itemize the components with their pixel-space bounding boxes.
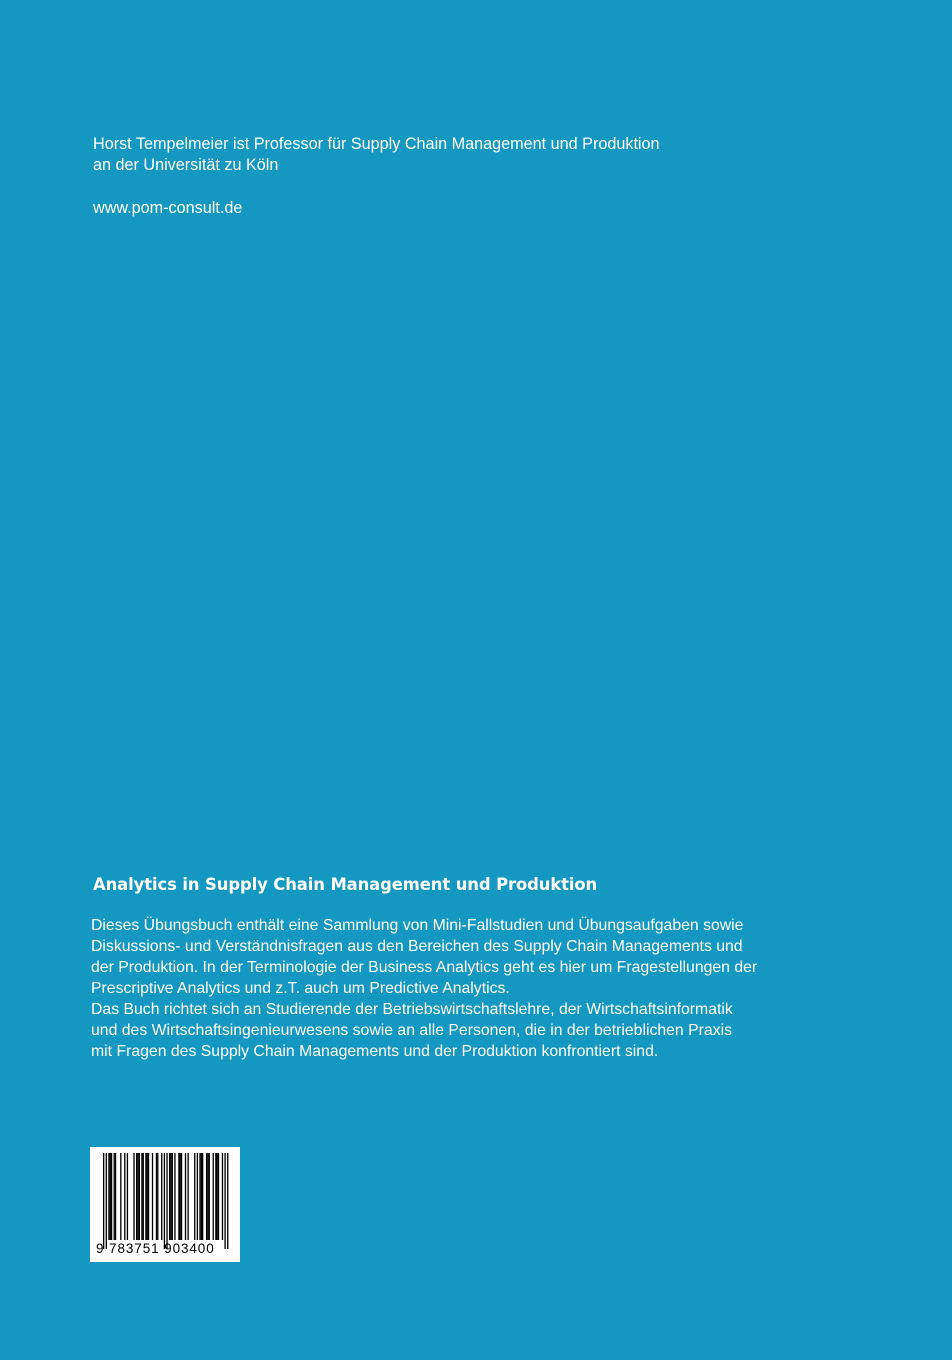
barcode-bar [222,1153,223,1240]
barcode-bar [136,1153,137,1240]
barcode-bar [217,1153,218,1240]
barcode-bar [115,1153,116,1240]
barcode-bar [111,1153,112,1240]
barcode-bar [197,1153,198,1240]
barcode-bar [180,1153,181,1240]
barcode-bar [161,1153,162,1240]
description-line: Dieses Übungsbuch enthält eine Sammlung von Mini-Fallstudien und Übungsaufgaben sowie [91,917,744,934]
barcode-bar [152,1153,153,1240]
barcode-bar [166,1153,167,1249]
barcode-bar [141,1153,142,1240]
author-bio [93,134,793,176]
isbn-barcode [90,1147,240,1262]
barcode-bar [124,1153,125,1240]
barcode-bar [172,1153,173,1240]
barcode-bar [108,1153,109,1240]
description-line: und des Wirtschaftsingenieurwesens sowie an alle Personen, die in der betrieblichen Praxis [91,1022,733,1039]
barcode-bar [215,1153,216,1240]
barcode-bar [199,1153,200,1240]
barcode-bar [120,1153,121,1240]
barcode-bar [127,1153,128,1240]
barcode-bar [114,1153,115,1240]
barcode-bar [148,1153,149,1240]
isbn-digits: 9 783751 903400 [96,1241,215,1256]
book-title: Analytics in Supply Chain Management und Produktion [93,875,598,894]
description-line: Das Buch richtet sich an Studierende der Betriebswirtschaftslehre, der Wirtschaftsinformatik [91,1001,733,1018]
barcode-bar [227,1153,228,1249]
barcode-bar [110,1153,111,1240]
barcode-bar [207,1153,208,1240]
barcode-bar [185,1153,186,1240]
barcode-bar [106,1153,107,1249]
barcode-bar [145,1153,146,1240]
barcode-bar [174,1153,175,1240]
author-bio-line-2: an der Universität zu Köln [93,156,279,174]
barcode-bar [157,1153,158,1240]
author-bio-line-1: Horst Tempelmeier ist Professor für Supply Chain Management und Produktion [93,135,660,153]
author-website: www.pom-consult.de [93,199,243,217]
barcode-bar [218,1153,219,1240]
description-line: mit Fragen des Supply Chain Managements und der Produktion konfrontiert sind. [91,1043,659,1060]
barcode-bar [137,1153,138,1240]
book-description [91,915,881,1062]
barcode-bar [169,1153,170,1240]
barcode-bar [194,1153,195,1240]
barcode-bar [170,1153,171,1240]
barcode-bar [178,1153,179,1240]
barcode-bar [181,1153,182,1240]
description-line: Prescriptive Analytics und z.T. auch um Predictive Analytics. [91,980,510,997]
barcode-bar [133,1153,134,1240]
barcode-bar [187,1153,188,1240]
barcode-bar [139,1153,140,1240]
barcode-bar [103,1153,104,1249]
barcode-bar [143,1153,144,1240]
barcode-bar [201,1153,202,1240]
barcode-bar [202,1153,203,1240]
barcode-bar [156,1153,157,1240]
barcode-bar [206,1153,207,1240]
description-line: Diskussions- und Verständnisfragen aus den Bereichen des Supply Chain Managements und [91,938,743,955]
barcode-bar [164,1153,165,1249]
barcode-bar [224,1153,225,1249]
description-line: der Produktion. In der Terminologie der Business Analytics geht es hier um Fragestellungen der [91,959,758,976]
barcode-bar [213,1153,214,1240]
barcode-bar [209,1153,210,1240]
barcode-bar [147,1153,148,1240]
